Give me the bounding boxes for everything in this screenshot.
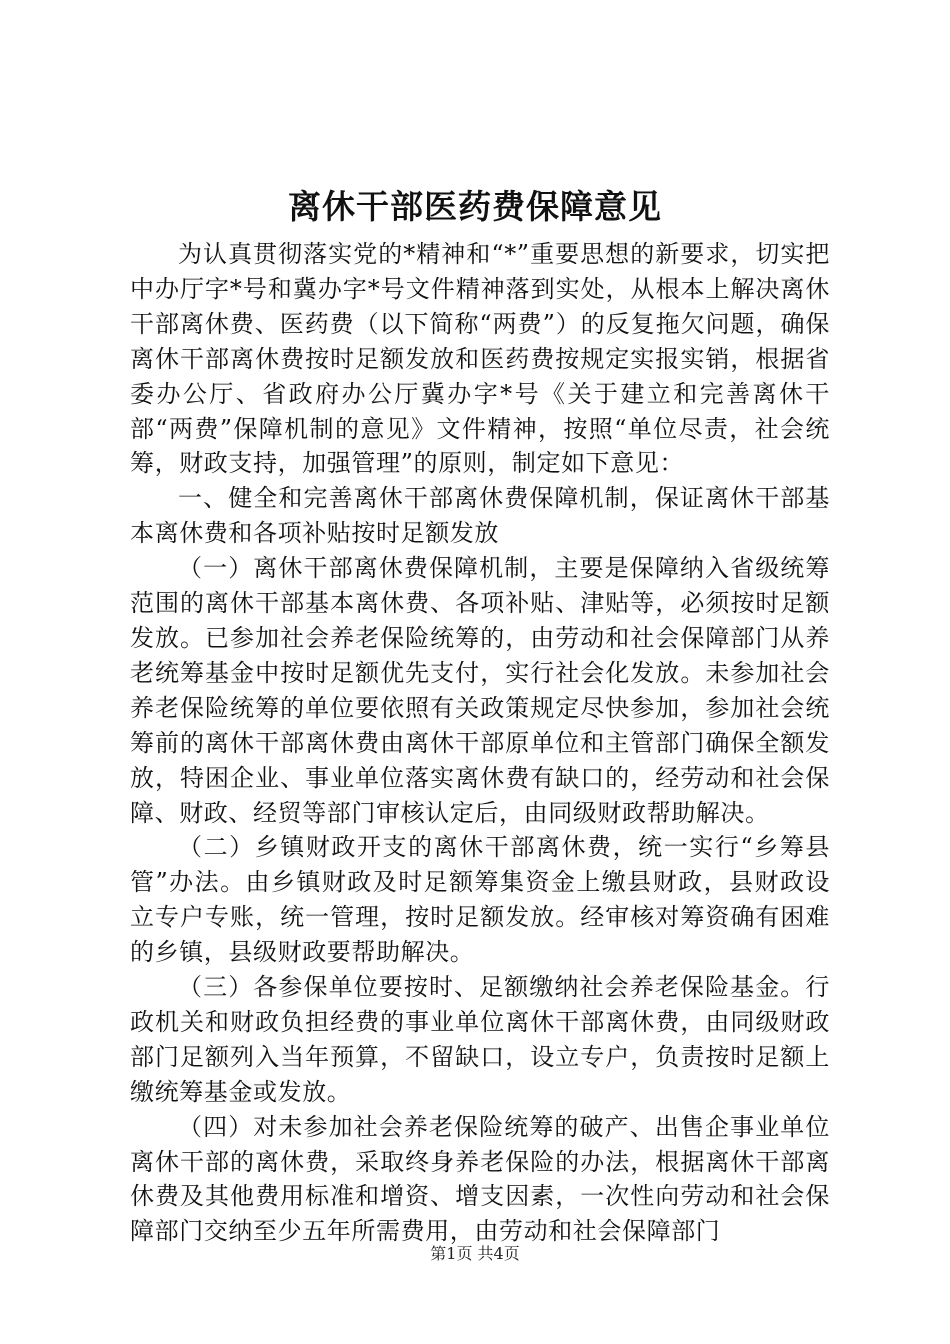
clause-paragraph-3: （三）各参保单位要按时、足额缴纳社会养老保险基金。行政机关和财政负担经费的事业单位离休干部离休费，由同级财政部门足额列入当年预算，不留缺口，设立专户，负责按时足额上缴统筹基金或发放。 bbox=[130, 973, 830, 1106]
clause-paragraph-4: （四）对未参加社会养老保险统筹的破产、出售企事业单位离休干部的离休费，采取终身养老保险的办法，根据离休干部离休费及其他费用标准和增资、增支因素，一次性向劳动和社会保障部门交纳至少五年所需费用，由劳动和社会保障部门 bbox=[130, 1112, 830, 1246]
clause-paragraph-1: （一）离休干部离休费保障机制，主要是保障纳入省级统筹范围的离休干部基本离休费、各项补贴、津贴等，必须按时足额发放。已参加社会养老保险统筹的，由劳动和社会保障部门从养老统筹基金中按时足额优先支付，实行社会化发放。未参加社会养老保险统筹的单位要依照有关政策规定尽快参加，参加社会统筹前的离休干部离休费由离休干部原单位和主管部门确保全额发放，特困企业、事业单位落实离休费有缺口的，经劳动和社会保障、财政、经贸等部门审核认定后，由同级财政帮助解决。 bbox=[130, 554, 830, 827]
document-body bbox=[130, 237, 830, 1249]
document-title: 离休干部医药费保障意见 bbox=[288, 187, 662, 226]
clause-paragraph-2: （二）乡镇财政开支的离休干部离休费，统一实行“乡筹县管”办法。由乡镇财政及时足额筹集资金上缴县财政，县财政设立专户专账，统一管理，按时足额发放。经审核对筹资确有困难的乡镇，县级财政要帮助解决。 bbox=[130, 833, 830, 967]
page-number-footer: 第1页 共4页 bbox=[430, 1244, 520, 1263]
section-heading-1: 一、健全和完善离休干部离休费保障机制，保证离休干部基本离休费和各项补贴按时足额发放 bbox=[130, 484, 830, 548]
intro-paragraph: 为认真贯彻落实党的*精神和“*”重要思想的新要求，切实把中办厅字*号和冀办字*号文件精神落到实处，从根本上解决离休干部离休费、医药费（以下简称“两费”）的反复拖欠问题，确保离休干部离休费按时足额发放和医药费按规定实报实销，根据省委办公厅、省政府办公厅冀办字*号《关于建立和完善离休干部“两费”保障机制的意见》文件精神，按照“单位尽责，社会统筹，财政支持，加强管理”的原则，制定如下意见： bbox=[130, 240, 830, 478]
